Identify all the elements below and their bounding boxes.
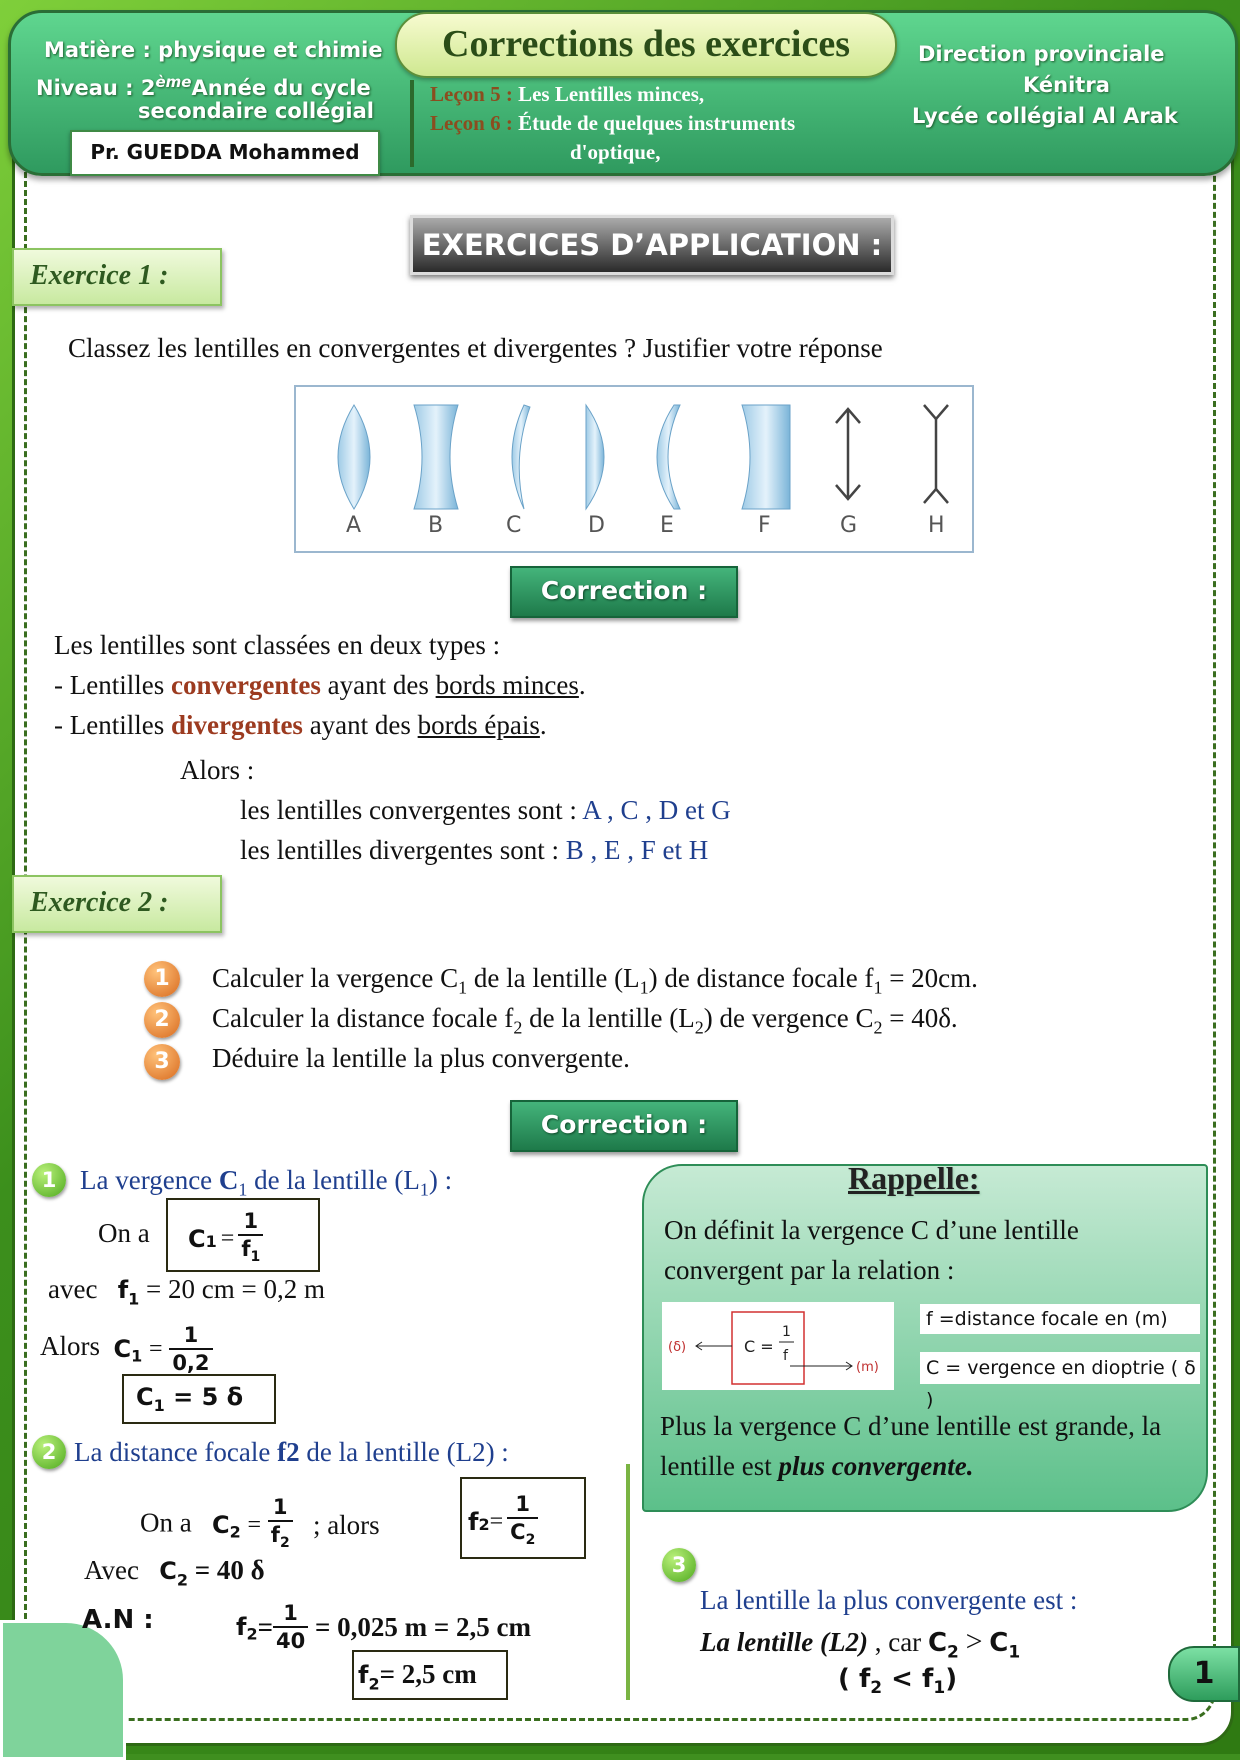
school-label: Lycée collégial Al Arak xyxy=(912,104,1178,128)
p2-box-frac-c: C xyxy=(510,1520,526,1544)
p2-avec-line xyxy=(84,1550,265,1600)
lens-label-e: E xyxy=(660,513,674,538)
lens-figure xyxy=(294,385,974,553)
p2-title-b: f2 xyxy=(277,1437,300,1467)
p1-title-sub2: 1 xyxy=(419,1179,429,1200)
question-number-1: 1 xyxy=(144,961,180,997)
lens-label-a: A xyxy=(346,513,362,538)
ex1-div-text: les lentilles divergentes sont : xyxy=(240,835,566,865)
p3-car: , car xyxy=(867,1627,928,1657)
level-line2: secondaire collégial xyxy=(138,99,374,123)
p2-boxed-formula xyxy=(468,1491,538,1553)
p1-f-value: = 20 cm = 0,2 m xyxy=(139,1274,325,1304)
p1-frac-sub: 1 xyxy=(250,1249,261,1266)
p1-avec-line xyxy=(48,1269,325,1319)
p1-result xyxy=(136,1383,243,1415)
p2-c: C xyxy=(211,1511,230,1540)
ex1-conv-result xyxy=(240,790,731,830)
p2-frac-f: f xyxy=(270,1523,280,1547)
q2-d: = 40δ. xyxy=(882,1003,958,1033)
exercise-1-question: Classez les lentilles en convergentes et divergentes ? Justifier votre réponse xyxy=(68,333,883,363)
p1-on-a: On a xyxy=(98,1218,150,1248)
p3-c1: C xyxy=(989,1628,1009,1658)
p1-title-b: C xyxy=(218,1165,239,1195)
p1-frac-num: 1 xyxy=(238,1208,263,1236)
lens-e-meniscus-div xyxy=(657,405,680,509)
p2-result-sub: 2 xyxy=(368,1674,380,1694)
p3-c1-sub: 1 xyxy=(1008,1642,1021,1663)
exercise-2-tag: Exercice 2 : xyxy=(12,875,222,933)
lens-f-planoconcave xyxy=(742,405,790,509)
p2-frac-num: 1 xyxy=(268,1494,293,1522)
p1-f-sub: 1 xyxy=(128,1289,140,1309)
ex1-l2c: ayant des xyxy=(302,710,418,740)
lens-label-d: D xyxy=(588,513,605,538)
p2-result xyxy=(358,1654,477,1704)
p2-an-label: A.N : xyxy=(82,1605,154,1635)
p2-avec-value: = 40 δ xyxy=(194,1555,265,1585)
lens-label-g: G xyxy=(840,513,858,538)
lens-b-biconcave xyxy=(414,405,458,509)
p2-box-frac xyxy=(507,1491,538,1553)
q1-b: de la lentille (L xyxy=(467,963,640,993)
p2-result-box xyxy=(352,1650,508,1700)
p3-text: La lentille la plus convergente est : xyxy=(700,1585,1078,1615)
lens-h-symbol-divergent xyxy=(924,405,948,503)
p2-box-frac-den xyxy=(507,1519,538,1553)
ex1-div-result xyxy=(240,830,708,870)
level-suffix: Année du cycle xyxy=(191,76,371,100)
p3-focal-compare xyxy=(838,1664,957,1698)
p3-f2-sub: 2 xyxy=(870,1678,883,1699)
ex1-div-list: B , E , F et H xyxy=(565,835,709,865)
level-sup: ème xyxy=(155,73,192,91)
lens-g-symbol-convergent xyxy=(836,409,860,499)
ex1-l1d: bords minces xyxy=(435,670,579,700)
p2-box-frac-sub: 2 xyxy=(525,1532,536,1549)
correction-badge-1: Correction : xyxy=(510,566,738,618)
p1-result-box xyxy=(122,1374,276,1424)
p2-box-eq: = xyxy=(489,1508,504,1535)
p2-an-line xyxy=(236,1600,531,1655)
p1-f: f xyxy=(117,1276,129,1304)
ex1-l2b: divergentes xyxy=(170,710,303,740)
lens-label-h: H xyxy=(928,513,945,538)
lens-label-b: B xyxy=(428,513,444,538)
p1-formula-box xyxy=(166,1198,320,1272)
rappel-text: On définit la vergence C d’une lentille convergent par la relation : xyxy=(664,1215,1079,1285)
page-number: 1 xyxy=(1168,1646,1240,1702)
p2-semi-alors: ; alors xyxy=(312,1510,380,1541)
column-divider xyxy=(626,1464,630,1700)
p1-frac-den xyxy=(238,1236,263,1270)
p1-frac-f: f xyxy=(241,1237,251,1261)
p2-an-f: f xyxy=(236,1613,247,1641)
rappel-conclusion-a: Plus la vergence C d’une lentille est grande, la lentille est xyxy=(660,1411,1162,1481)
q2-c: ) de vergence C xyxy=(703,1003,874,1033)
question-number-2: 2 xyxy=(144,1002,180,1038)
ex1-conv-list: A , C , D et G xyxy=(582,795,731,825)
p1-alors-frac-den: 0,2 xyxy=(172,1351,210,1375)
vergence-diagram xyxy=(662,1302,894,1390)
lesson-5-text: Les Lentilles minces, xyxy=(518,82,705,106)
p2-an-eq: = xyxy=(257,1612,273,1642)
p1-eq: = xyxy=(220,1225,235,1252)
diagram-one: 1 xyxy=(782,1324,791,1340)
diagram-m: (m) xyxy=(856,1360,879,1375)
p2-box-f: f xyxy=(468,1508,479,1537)
part2-title xyxy=(74,1432,509,1472)
q1-d: = 20cm. xyxy=(882,963,978,993)
p3-c2: C xyxy=(927,1628,948,1658)
p1-result-value: = 5 δ xyxy=(173,1383,244,1411)
p2-on-a: On a xyxy=(140,1507,192,1538)
p2-frac-den xyxy=(268,1522,293,1556)
p1-avec: avec xyxy=(48,1274,98,1304)
p2-result-value: = 2,5 cm xyxy=(379,1659,477,1689)
p3-lt: < xyxy=(891,1664,913,1694)
p2-box-sub: 2 xyxy=(478,1514,490,1534)
vergence-diagram-svg xyxy=(662,1302,894,1390)
p2-formula-box xyxy=(460,1477,586,1559)
p1-alors-line xyxy=(40,1322,213,1377)
ex1-l2e: . xyxy=(539,710,547,740)
legend-focal: f =distance focale en (m) xyxy=(920,1304,1200,1334)
p3-open: ( xyxy=(838,1664,850,1694)
ex1-alors: Alors : xyxy=(180,755,255,785)
lessons-list xyxy=(410,80,920,167)
p1-alors-frac-num: 1 xyxy=(169,1322,212,1350)
diagram-delta: (δ) xyxy=(668,1340,687,1355)
p3-c2-sub: 2 xyxy=(947,1642,959,1663)
p2-an-result: = 0,025 m = 2,5 cm xyxy=(314,1612,531,1642)
p1-result-c: C xyxy=(136,1383,154,1411)
p2-frac-sub: 2 xyxy=(279,1535,290,1552)
ex1-l1b: convergentes xyxy=(170,670,321,700)
ex1-line-convergent xyxy=(54,665,586,705)
part-number-1: 1 xyxy=(32,1163,66,1197)
lesson-5-key: Leçon 5 : xyxy=(430,82,513,106)
p1-title-d: ) : xyxy=(428,1165,453,1195)
ex1-l2d: bords épais xyxy=(417,710,540,740)
city-label: Kénitra xyxy=(1023,73,1110,97)
direction-label: Direction provinciale xyxy=(918,42,1165,66)
p3-f1-sub: 1 xyxy=(933,1678,946,1699)
p1-c-sub: 1 xyxy=(205,1231,217,1251)
p2-title-a: La distance focale xyxy=(74,1437,278,1467)
p2-result-f: f xyxy=(358,1661,369,1689)
p2-title-c: de la lentille (L2) : xyxy=(299,1437,509,1467)
p2-eq: = xyxy=(247,1512,262,1539)
rappel-conclusion xyxy=(660,1406,1200,1486)
q2-sub2: 2 xyxy=(694,1017,704,1038)
p3-gt: > xyxy=(965,1625,983,1658)
p1-title-a: La vergence xyxy=(80,1165,219,1195)
part-number-3: 3 xyxy=(662,1548,696,1582)
p1-alors-frac xyxy=(169,1322,212,1376)
ex1-conv-text: les lentilles convergentes sont : xyxy=(240,795,583,825)
subject-label: Matière : physique et chimie xyxy=(44,38,383,62)
correction-badge-2: Correction : xyxy=(510,1100,738,1152)
p2-avec: Avec xyxy=(84,1555,139,1585)
q1-a: Calculer la vergence C xyxy=(212,963,459,993)
level-prefix: Niveau : 2 xyxy=(36,76,156,100)
lens-label-c: C xyxy=(506,513,522,538)
lesson-6-text2: d'optique, xyxy=(570,140,661,164)
exercise-1-tag: Exercice 1 : xyxy=(12,248,222,306)
p2-an-sub: 2 xyxy=(246,1624,258,1644)
lens-label-f: F xyxy=(758,513,771,538)
p2-formula-line xyxy=(140,1494,380,1556)
diagram-f: f xyxy=(783,1348,788,1364)
lens-d-planoconvex xyxy=(586,405,604,509)
part-number-2: 2 xyxy=(32,1435,66,1469)
p3-f2: f xyxy=(858,1664,871,1694)
q2-sub3: 2 xyxy=(873,1017,883,1038)
lens-drawings xyxy=(296,387,972,551)
p2-box-frac-num: 1 xyxy=(507,1491,538,1519)
ex1-l1e: . xyxy=(578,670,586,700)
p1-alors-c: C xyxy=(113,1335,132,1363)
p2-an-frac xyxy=(273,1600,308,1654)
p2-c-sub: 2 xyxy=(229,1522,241,1542)
q1-sub2: 1 xyxy=(639,977,649,998)
diagram-c: C = xyxy=(744,1337,774,1356)
ex2-question-3: Déduire la lentille la plus convergente. xyxy=(212,1043,630,1073)
p2-an-frac-num: 1 xyxy=(273,1600,308,1628)
legend-vergence: C = vergence en dioptrie ( δ ) xyxy=(920,1352,1200,1384)
q1-c: ) de distance focale f xyxy=(648,963,874,993)
ex1-l1c: ayant des xyxy=(320,670,436,700)
p1-title-c: de la lentille (L xyxy=(247,1165,420,1195)
p1-alors-eq: = xyxy=(149,1336,163,1362)
ex1-intro: Les lentilles sont classées en deux types : xyxy=(54,630,501,660)
p2-an-frac-den: 40 xyxy=(275,1629,306,1653)
q2-b: de la lentille (L xyxy=(522,1003,695,1033)
p3-f1: f xyxy=(922,1664,934,1694)
lesson-6-text: Étude de quelques instruments xyxy=(518,111,796,135)
lens-c-meniscus-conv xyxy=(512,405,530,509)
lesson-6-key: Leçon 6 : xyxy=(430,111,513,135)
q1-sub: 1 xyxy=(458,977,468,998)
section-title: EXERCICES D’APPLICATION : xyxy=(410,215,894,275)
lens-a-biconvex xyxy=(338,405,370,509)
q1-sub3: 1 xyxy=(873,977,883,998)
lesson-6 xyxy=(430,109,920,138)
p1-result-sub: 1 xyxy=(153,1395,165,1415)
q2-sub: 2 xyxy=(513,1017,523,1038)
p1-c: C xyxy=(188,1225,206,1254)
p2-avec-c: C xyxy=(159,1557,177,1585)
q2-a: Calculer la distance focale f xyxy=(212,1003,514,1033)
p1-alors: Alors xyxy=(40,1331,100,1362)
p1-alors-c-sub: 1 xyxy=(131,1346,143,1366)
rappel-conclusion-b: plus convergente. xyxy=(778,1451,974,1481)
ex1-l2a: - Lentilles xyxy=(54,710,171,740)
ex1-line-divergent xyxy=(54,705,547,745)
rappel-title: Rappelle: xyxy=(848,1160,980,1196)
ex1-l1a: - Lentilles xyxy=(54,670,171,700)
question-number-3: 3 xyxy=(144,1044,180,1080)
p1-title-sub: 1 xyxy=(238,1179,248,1200)
p1-formula xyxy=(188,1208,263,1270)
p3-close: ) xyxy=(945,1664,958,1694)
page-title: Corrections des exercices xyxy=(395,12,897,78)
p1-frac xyxy=(238,1208,263,1270)
p3-lens: La lentille (L2) xyxy=(700,1627,868,1657)
corner-decoration xyxy=(0,1620,126,1760)
lesson-5 xyxy=(430,80,920,109)
p2-avec-sub: 2 xyxy=(176,1570,188,1590)
p2-frac xyxy=(268,1494,293,1556)
professor-name: Pr. GUEDDA Mohammed xyxy=(70,130,380,176)
